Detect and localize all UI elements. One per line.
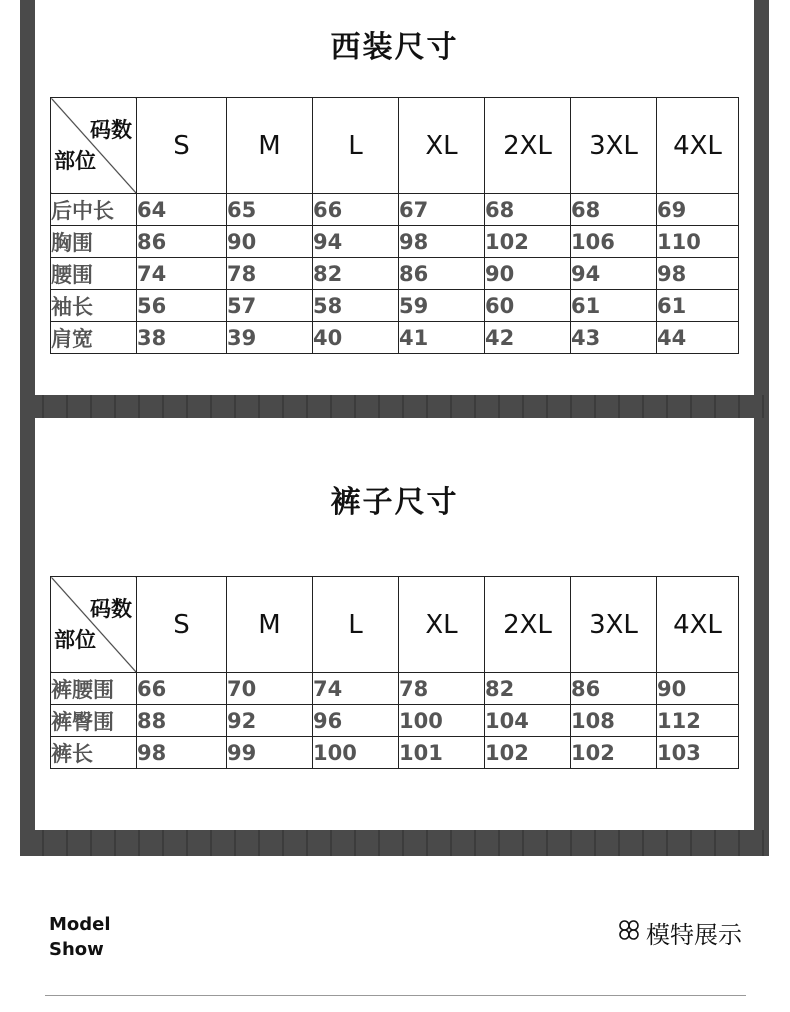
corner-cell bbox=[51, 98, 137, 194]
pants-title: 裤子尺寸 bbox=[330, 485, 459, 520]
size-header: M bbox=[227, 98, 313, 194]
table-cell: 98 bbox=[137, 737, 227, 769]
size-header: 3XL bbox=[571, 98, 657, 194]
table-cell: 70 bbox=[227, 673, 313, 705]
table-cell: 96 bbox=[313, 705, 399, 737]
size-header: M bbox=[227, 577, 313, 673]
table-cell: 68 bbox=[571, 194, 657, 226]
table-row bbox=[51, 705, 739, 737]
size-header: XL bbox=[399, 577, 485, 673]
size-header: 4XL bbox=[657, 577, 739, 673]
corner-part-label: 部位 bbox=[54, 149, 96, 173]
table-cell: 66 bbox=[313, 194, 399, 226]
table-cell: 65 bbox=[227, 194, 313, 226]
model-show-cn-label: 模特展示 bbox=[646, 921, 742, 949]
table-cell: 98 bbox=[657, 258, 739, 290]
table-cell: 78 bbox=[399, 673, 485, 705]
row-label: 裤腰围 bbox=[51, 673, 137, 705]
row-label: 裤臀围 bbox=[51, 705, 137, 737]
table-cell: 56 bbox=[137, 290, 227, 322]
table-cell: 66 bbox=[137, 673, 227, 705]
table-cell: 92 bbox=[227, 705, 313, 737]
model-show-line2: Show bbox=[49, 939, 104, 960]
table-cell: 94 bbox=[313, 226, 399, 258]
table-cell: 90 bbox=[657, 673, 739, 705]
table-cell: 108 bbox=[571, 705, 657, 737]
size-header: L bbox=[313, 98, 399, 194]
table-cell: 101 bbox=[399, 737, 485, 769]
corner-size-label: 码数 bbox=[90, 118, 132, 142]
table-cell: 94 bbox=[571, 258, 657, 290]
size-header: 2XL bbox=[485, 577, 571, 673]
table-cell: 78 bbox=[227, 258, 313, 290]
row-label: 腰围 bbox=[51, 258, 137, 290]
table-cell: 102 bbox=[485, 226, 571, 258]
table-cell: 103 bbox=[657, 737, 739, 769]
table-cell: 102 bbox=[485, 737, 571, 769]
table-cell: 61 bbox=[657, 290, 739, 322]
header-row bbox=[51, 577, 739, 673]
frame-stripes-bottom bbox=[20, 830, 769, 856]
table-cell: 57 bbox=[227, 290, 313, 322]
table-cell: 42 bbox=[485, 322, 571, 354]
table-row bbox=[51, 290, 739, 322]
row-label: 袖长 bbox=[51, 290, 137, 322]
table-cell: 90 bbox=[227, 226, 313, 258]
table-cell: 44 bbox=[657, 322, 739, 354]
size-header: XL bbox=[399, 98, 485, 194]
table-row bbox=[51, 226, 739, 258]
corner-part-label: 部位 bbox=[54, 628, 96, 652]
table-cell: 100 bbox=[399, 705, 485, 737]
table-cell: 40 bbox=[313, 322, 399, 354]
table-row bbox=[51, 258, 739, 290]
table-cell: 68 bbox=[485, 194, 571, 226]
divider bbox=[45, 995, 746, 996]
table-cell: 88 bbox=[137, 705, 227, 737]
table-cell: 69 bbox=[657, 194, 739, 226]
table-cell: 110 bbox=[657, 226, 739, 258]
table-cell: 74 bbox=[313, 673, 399, 705]
table-cell: 112 bbox=[657, 705, 739, 737]
table-cell: 82 bbox=[313, 258, 399, 290]
table-row bbox=[51, 737, 739, 769]
table-cell: 100 bbox=[313, 737, 399, 769]
table-row bbox=[51, 673, 739, 705]
table-row bbox=[51, 194, 739, 226]
table-cell: 86 bbox=[399, 258, 485, 290]
table-cell: 60 bbox=[485, 290, 571, 322]
table-cell: 61 bbox=[571, 290, 657, 322]
table-cell: 59 bbox=[399, 290, 485, 322]
corner-size-label: 码数 bbox=[90, 597, 132, 621]
table-cell: 38 bbox=[137, 322, 227, 354]
table-cell: 74 bbox=[137, 258, 227, 290]
model-show-title-en bbox=[49, 912, 111, 962]
table-cell: 39 bbox=[227, 322, 313, 354]
table-cell: 82 bbox=[485, 673, 571, 705]
corner-cell bbox=[51, 577, 137, 673]
table-cell: 106 bbox=[571, 226, 657, 258]
size-header: S bbox=[137, 98, 227, 194]
table-cell: 58 bbox=[313, 290, 399, 322]
table-cell: 98 bbox=[399, 226, 485, 258]
table-cell: 64 bbox=[137, 194, 227, 226]
table-cell: 86 bbox=[137, 226, 227, 258]
table-cell: 67 bbox=[399, 194, 485, 226]
size-header: 4XL bbox=[657, 98, 739, 194]
table-cell: 43 bbox=[571, 322, 657, 354]
model-show-line1: Model bbox=[49, 914, 111, 935]
table-cell: 86 bbox=[571, 673, 657, 705]
row-label: 肩宽 bbox=[51, 322, 137, 354]
size-header: 2XL bbox=[485, 98, 571, 194]
suit-title: 西装尺寸 bbox=[330, 30, 459, 65]
table-cell: 90 bbox=[485, 258, 571, 290]
size-header: S bbox=[137, 577, 227, 673]
table-cell: 104 bbox=[485, 705, 571, 737]
clover-icon bbox=[618, 919, 640, 947]
table-cell: 41 bbox=[399, 322, 485, 354]
model-show-title-cn bbox=[618, 915, 742, 950]
row-label: 胸围 bbox=[51, 226, 137, 258]
row-label: 裤长 bbox=[51, 737, 137, 769]
frame-stripes bbox=[20, 395, 769, 418]
pants-size-table bbox=[50, 576, 739, 769]
table-cell: 102 bbox=[571, 737, 657, 769]
row-label: 后中长 bbox=[51, 194, 137, 226]
size-header: 3XL bbox=[571, 577, 657, 673]
header-row bbox=[51, 98, 739, 194]
table-row bbox=[51, 322, 739, 354]
size-header: L bbox=[313, 577, 399, 673]
suit-size-table bbox=[50, 97, 739, 354]
table-cell: 99 bbox=[227, 737, 313, 769]
